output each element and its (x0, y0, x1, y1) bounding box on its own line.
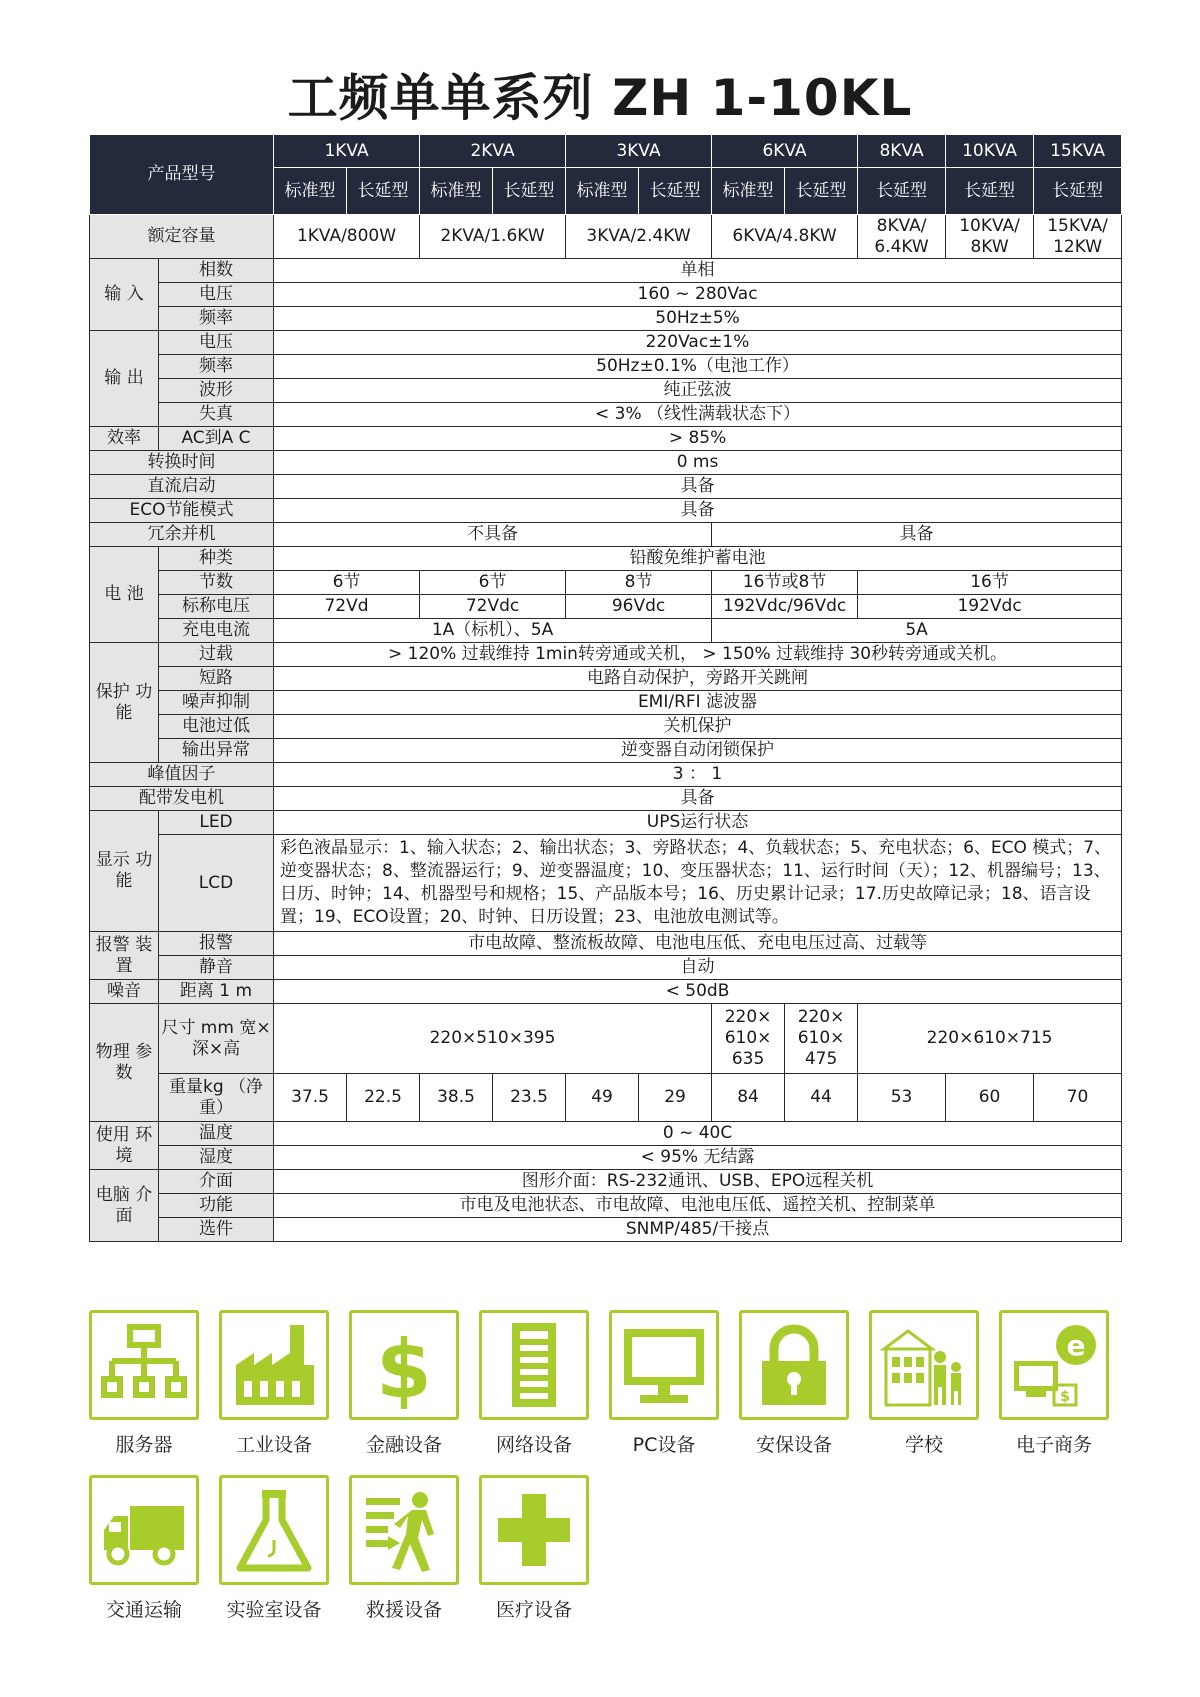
output-freq-value: 50Hz±0.1%（电池工作） (274, 355, 1122, 379)
input-group-label: 输 入 (90, 259, 159, 331)
type-std: 标准型 (274, 168, 347, 215)
ecommerce-icon (1010, 1321, 1098, 1409)
weight: 37.5 (274, 1074, 347, 1122)
app-label: 安保设备 (755, 1434, 832, 1456)
battery-count: 16节或8节 (712, 571, 858, 595)
app-label: 服务器 (115, 1434, 173, 1456)
mute-label: 静音 (159, 956, 274, 980)
pc-func-row (90, 1194, 1122, 1218)
dc-start-value: 具备 (274, 475, 1122, 499)
input-voltage-value: 160 ~ 280Vac (274, 283, 1122, 307)
battery-type-value: 铅酸免维护蓄电池 (274, 547, 1122, 571)
output-freq-row (90, 355, 1122, 379)
lowbat-value: 关机保护 (274, 715, 1122, 739)
weight-row (90, 1074, 1122, 1122)
type-long: 长延型 (858, 168, 946, 215)
battery-nominal: 72Vd (274, 595, 420, 619)
efficiency-sub: AC到A C (159, 427, 274, 451)
weight: 53 (858, 1074, 946, 1122)
output-distortion-row (90, 403, 1122, 427)
battery-nominal: 192Vdc/96Vdc (712, 595, 858, 619)
cap-10kva: 10KVA (946, 135, 1034, 168)
battery-count: 16节 (858, 571, 1122, 595)
weight: 44 (785, 1074, 858, 1122)
battery-nominal-label: 标称电压 (159, 595, 274, 619)
env-group-label: 使用 环境 (90, 1122, 159, 1170)
output-wave-label: 波形 (159, 379, 274, 403)
output-voltage-row (90, 331, 1122, 355)
cap-6kva: 6KVA (712, 135, 858, 168)
app-label: 网络设备 (495, 1434, 572, 1456)
app-label: 实验室设备 (226, 1599, 322, 1621)
battery-type-row (90, 547, 1122, 571)
network-tile (479, 1310, 589, 1420)
truck-icon (100, 1486, 188, 1574)
input-freq-label: 频率 (159, 307, 274, 331)
lock-icon (750, 1321, 838, 1409)
crest-value: 3 ： 1 (274, 763, 1122, 787)
app-label: 学校 (904, 1434, 943, 1456)
svg-text:e: e (1066, 1329, 1086, 1362)
rated-value: 2KVA/1.6KW (420, 215, 566, 259)
network-icon (490, 1321, 578, 1409)
overload-value: > 120% 过载维持 1min转旁通或关机， > 150% 过载维持 30秒转旁通或关机。 (274, 643, 1122, 667)
battery-charge-a: 1A（标机）、5A (274, 619, 712, 643)
weight: 29 (639, 1074, 712, 1122)
svg-text:$: $ (376, 1323, 432, 1409)
input-freq-value: 50Hz±5% (274, 307, 1122, 331)
transfer-label: 转换时间 (90, 451, 274, 475)
rated-value: 15KVA/ 12KW (1034, 215, 1122, 259)
pc-option-value: SNMP/485/干接点 (274, 1218, 1122, 1242)
size-d: 220×610×715 (858, 1004, 1122, 1074)
cap-2kva: 2KVA (420, 135, 566, 168)
pc-iface-row (90, 1170, 1122, 1194)
size-row (90, 1004, 1122, 1074)
school-icon (880, 1321, 968, 1409)
crest-row (90, 763, 1122, 787)
app-label: PC设备 (632, 1434, 696, 1456)
battery-nominal: 96Vdc (566, 595, 712, 619)
eco-row (90, 499, 1122, 523)
lab-tile (219, 1475, 329, 1585)
noise-row (90, 980, 1122, 1004)
dc-start-label: 直流启动 (90, 475, 274, 499)
noise-label: 噪音 (90, 980, 159, 1004)
led-label: LED (159, 811, 274, 835)
transfer-row (90, 451, 1122, 475)
size-b: 220× 610× 635 (712, 1004, 785, 1074)
factory-icon (230, 1321, 318, 1409)
output-voltage-value: 220Vac±1% (274, 331, 1122, 355)
battery-type-label: 种类 (159, 547, 274, 571)
alarm-value: 市电故障、整流板故障、电池电压低、充电电压过高、过载等 (274, 932, 1122, 956)
type-std: 标准型 (712, 168, 785, 215)
short-label: 短路 (159, 667, 274, 691)
header-row (90, 135, 1122, 168)
pc-icon (620, 1321, 708, 1409)
protection-group-label: 保护 功能 (90, 643, 159, 763)
output-voltage-label: 电压 (159, 331, 274, 355)
pc-func-label: 功能 (159, 1194, 274, 1218)
input-freq-row (90, 307, 1122, 331)
alarm-group-label: 报警 装置 (90, 932, 159, 980)
rated-label: 额定容量 (90, 215, 274, 259)
spec-table (89, 134, 1122, 1242)
pc-option-row (90, 1218, 1122, 1242)
app-label: 电子商务 (1015, 1434, 1092, 1456)
led-value: UPS运行状态 (274, 811, 1122, 835)
eco-value: 具备 (274, 499, 1122, 523)
app-label: 救援设备 (365, 1599, 442, 1621)
humid-row (90, 1146, 1122, 1170)
output-distortion-value: < 3% （线性满载状态下） (274, 403, 1122, 427)
rated-value: 8KVA/ 6.4KW (858, 215, 946, 259)
efficiency-value: > 85% (274, 427, 1122, 451)
truck-tile (89, 1475, 199, 1585)
crest-label: 峰值因子 (90, 763, 274, 787)
alarm-label: 报警 (159, 932, 274, 956)
battery-charge-label: 充电电流 (159, 619, 274, 643)
lcd-value: 彩色液晶显示：1、输入状态；2、输出状态；3、旁路状态；4、负载状态；5、充电状态；6、ECO 模式；7、逆变器状态；8、整流器运行；9、逆变器温度；10、变压器状态；11、运行时间（天）；12、机器编号；13、日历、时钟；14、机器型号和规格；15、产品版本号；16、历史累计记录；17.历史故障记录；18、语言设置；19、ECO设置；20、时钟、日历设置；23、电池放电测试等。 (274, 835, 1122, 932)
input-phase-row (90, 259, 1122, 283)
input-phase-value: 单相 (274, 259, 1122, 283)
pc-option-label: 选件 (159, 1218, 274, 1242)
server-tile (89, 1310, 199, 1420)
noise-sub: 距离 1 m (159, 980, 274, 1004)
rated-value: 1KVA/800W (274, 215, 420, 259)
input-voltage-label: 电压 (159, 283, 274, 307)
output-distortion-label: 失真 (159, 403, 274, 427)
lock-tile (739, 1310, 849, 1420)
rescue-icon (360, 1486, 448, 1574)
lowbat-label: 电池过低 (159, 715, 274, 739)
battery-charge-row (90, 619, 1122, 643)
dollar-icon (360, 1321, 448, 1409)
protection-overload-row (90, 643, 1122, 667)
output-wave-value: 纯正弦波 (274, 379, 1122, 403)
generator-value: 具备 (274, 787, 1122, 811)
input-voltage-row (90, 283, 1122, 307)
alarm-row (90, 932, 1122, 956)
app-label: 交通运输 (105, 1599, 182, 1621)
size-label: 尺寸 mm 宽×深×高 (159, 1004, 274, 1074)
dollar-tile (349, 1310, 459, 1420)
rated-value: 6KVA/4.8KW (712, 215, 858, 259)
battery-nominal: 72Vdc (420, 595, 566, 619)
medical-tile (479, 1475, 589, 1585)
svg-text:$: $ (1060, 1389, 1070, 1405)
protection-noise-row (90, 691, 1122, 715)
page-title: 工频单单系列 ZH 1-10KL (287, 69, 913, 127)
medical-cross-icon (490, 1486, 578, 1574)
weight: 84 (712, 1074, 785, 1122)
type-long: 长延型 (1034, 168, 1122, 215)
outerr-value: 逆变器自动闭锁保护 (274, 739, 1122, 763)
outerr-label: 输出异常 (159, 739, 274, 763)
type-std: 标准型 (566, 168, 639, 215)
app-label: 金融设备 (365, 1434, 442, 1456)
generator-label: 配带发电机 (90, 787, 274, 811)
redundant-label: 冗余并机 (90, 523, 274, 547)
cap-8kva: 8KVA (858, 135, 946, 168)
server-icon (100, 1321, 188, 1409)
rated-value: 10KVA/ 8KW (946, 215, 1034, 259)
pc-tile (609, 1310, 719, 1420)
display-led-row (90, 811, 1122, 835)
dc-start-row (90, 475, 1122, 499)
protection-lowbat-row (90, 715, 1122, 739)
mute-value: 自动 (274, 956, 1122, 980)
lab-flask-icon (230, 1486, 318, 1574)
protection-outerr-row (90, 739, 1122, 763)
battery-count: 8节 (566, 571, 712, 595)
physical-group-label: 物理 参数 (90, 1004, 159, 1122)
redundant-row (90, 523, 1122, 547)
battery-count: 6节 (420, 571, 566, 595)
cap-1kva: 1KVA (274, 135, 420, 168)
battery-count-label: 节数 (159, 571, 274, 595)
pc-func-value: 市电及电池状态、市电故障、电池电压低、遥控关机、控制菜单 (274, 1194, 1122, 1218)
type-long: 长延型 (639, 168, 712, 215)
redundant-yes: 具备 (712, 523, 1122, 547)
noise-suppress-label: 噪声抑制 (159, 691, 274, 715)
app-label: 医疗设备 (495, 1599, 572, 1621)
factory-tile (219, 1310, 329, 1420)
size-a: 220×510×395 (274, 1004, 712, 1074)
size-c: 220× 610× 475 (785, 1004, 858, 1074)
mute-row (90, 956, 1122, 980)
type-long: 长延型 (493, 168, 566, 215)
display-lcd-row (90, 835, 1122, 932)
pc-iface-value: 图形介面：RS-232通讯、USB、EPO远程关机 (274, 1170, 1122, 1194)
weight: 60 (946, 1074, 1034, 1122)
humid-value: < 95% 无结露 (274, 1146, 1122, 1170)
type-long: 长延型 (946, 168, 1034, 215)
battery-nominal-row (90, 595, 1122, 619)
weight: 49 (566, 1074, 639, 1122)
weight: 23.5 (493, 1074, 566, 1122)
redundant-no: 不具备 (274, 523, 712, 547)
eco-label: ECO节能模式 (90, 499, 274, 523)
input-phase-label: 相数 (159, 259, 274, 283)
battery-count: 6节 (274, 571, 420, 595)
weight: 38.5 (420, 1074, 493, 1122)
efficiency-label: 效率 (90, 427, 159, 451)
output-wave-row (90, 379, 1122, 403)
output-freq-label: 频率 (159, 355, 274, 379)
type-long: 长延型 (347, 168, 420, 215)
protection-short-row (90, 667, 1122, 691)
app-label: 工业设备 (235, 1434, 312, 1456)
weight: 22.5 (347, 1074, 420, 1122)
rated-row (90, 215, 1122, 259)
weight: 70 (1034, 1074, 1122, 1122)
type-std: 标准型 (420, 168, 493, 215)
ecommerce-tile (999, 1310, 1109, 1420)
noise-suppress-value: EMI/RFI 滤波器 (274, 691, 1122, 715)
temp-value: 0 ~ 40C (274, 1122, 1122, 1146)
overload-label: 过载 (159, 643, 274, 667)
lcd-label: LCD (159, 835, 274, 932)
display-group-label: 显示 功能 (90, 811, 159, 932)
model-label: 产品型号 (90, 135, 274, 215)
transfer-value: 0 ms (274, 451, 1122, 475)
pc-iface-label: 介面 (159, 1170, 274, 1194)
battery-count-row (90, 571, 1122, 595)
output-group-label: 输 出 (90, 331, 159, 427)
weight-label: 重量kg （净重） (159, 1074, 274, 1122)
rated-value: 3KVA/2.4KW (566, 215, 712, 259)
temp-label: 温度 (159, 1122, 274, 1146)
school-tile (869, 1310, 979, 1420)
efficiency-row (90, 427, 1122, 451)
short-value: 电路自动保护，旁路开关跳闸 (274, 667, 1122, 691)
battery-nominal: 192Vdc (858, 595, 1122, 619)
generator-row (90, 787, 1122, 811)
noise-value: < 50dB (274, 980, 1122, 1004)
cap-3kva: 3KVA (566, 135, 712, 168)
battery-charge-b: 5A (712, 619, 1122, 643)
type-long: 长延型 (785, 168, 858, 215)
rescue-tile (349, 1475, 459, 1585)
humid-label: 湿度 (159, 1146, 274, 1170)
pc-group-label: 电脑 介面 (90, 1170, 159, 1242)
cap-15kva: 15KVA (1034, 135, 1122, 168)
battery-group-label: 电 池 (90, 547, 159, 643)
temp-row (90, 1122, 1122, 1146)
